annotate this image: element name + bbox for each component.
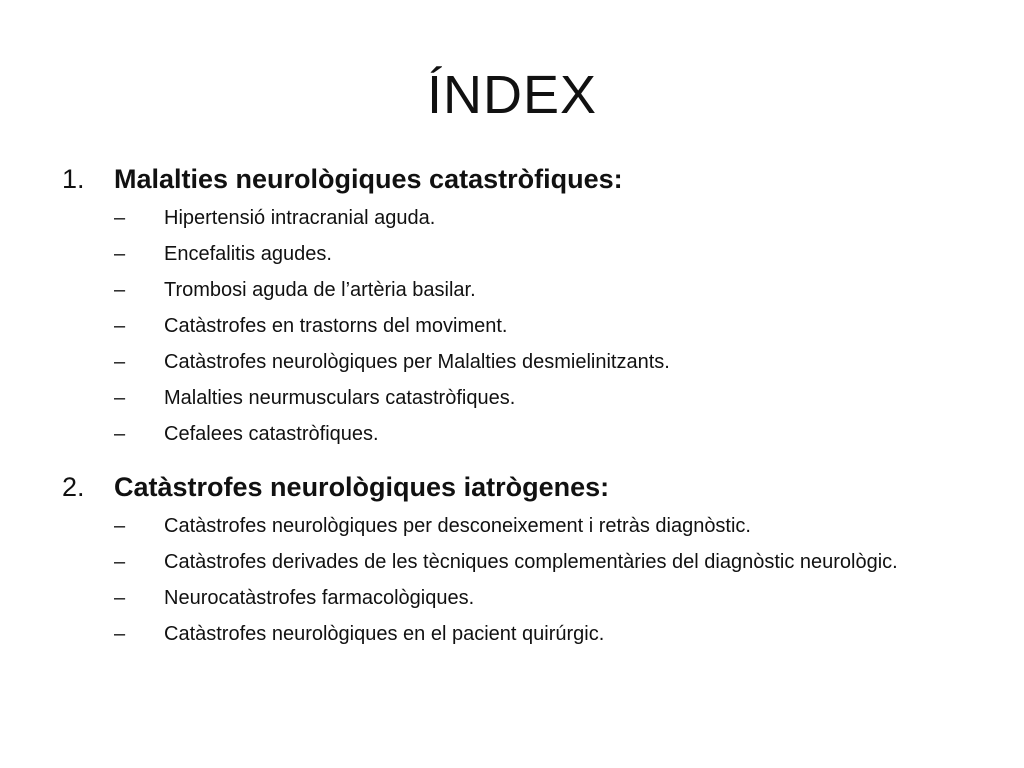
list-item-text: Neurocatàstrofes farmacològiques. bbox=[164, 587, 475, 609]
section-number: 1. bbox=[62, 164, 85, 194]
dash-bullet: – bbox=[114, 387, 126, 409]
list-item-text: Catàstrofes en trastorns del moviment. bbox=[164, 315, 508, 337]
dash-bullet: – bbox=[114, 315, 126, 337]
list-item bbox=[62, 621, 962, 648]
section-1 bbox=[62, 162, 962, 448]
section-heading-text: Catàstrofes neurològiques iatrògenes: bbox=[114, 472, 610, 502]
list-item-text: Hipertensió intracranial aguda. bbox=[164, 207, 436, 229]
dash-bullet: – bbox=[114, 423, 126, 445]
dash-bullet: – bbox=[114, 279, 126, 301]
list-item-text: Catàstrofes derivades de les tècniques complementàries del diagnòstic neurològic. bbox=[164, 551, 898, 573]
section-heading bbox=[62, 470, 962, 504]
list-item bbox=[62, 421, 962, 448]
list-item bbox=[62, 385, 962, 412]
dash-bullet: – bbox=[114, 623, 126, 645]
list-item-text: Encefalitis agudes. bbox=[164, 243, 332, 265]
list-item bbox=[62, 277, 962, 304]
list-item-text: Catàstrofes neurològiques per Malalties desmielinitzants. bbox=[164, 351, 670, 373]
slide-title: ÍNDEX bbox=[426, 65, 598, 125]
list-item-text: Cefalees catastròfiques. bbox=[164, 423, 379, 445]
section-1-list bbox=[62, 205, 962, 448]
dash-bullet: – bbox=[114, 587, 126, 609]
section-2-list bbox=[62, 513, 962, 648]
dash-bullet: – bbox=[114, 207, 126, 229]
list-item bbox=[62, 549, 962, 576]
list-item bbox=[62, 313, 962, 340]
section-heading-text: Malalties neurològiques catastròfiques: bbox=[114, 164, 623, 194]
list-item bbox=[62, 513, 962, 540]
list-item-text: Catàstrofes neurològiques en el pacient quirúrgic. bbox=[164, 623, 605, 645]
dash-bullet: – bbox=[114, 515, 126, 537]
dash-bullet: – bbox=[114, 243, 126, 265]
list-item bbox=[62, 241, 962, 268]
dash-bullet: – bbox=[114, 551, 126, 573]
list-item-text: Malalties neurmusculars catastròfiques. bbox=[164, 387, 516, 409]
list-item bbox=[62, 349, 962, 376]
section-number: 2. bbox=[62, 472, 85, 502]
list-item-text: Catàstrofes neurològiques per desconeixement i retràs diagnòstic. bbox=[164, 515, 751, 537]
section-2 bbox=[62, 470, 962, 648]
section-heading bbox=[62, 162, 962, 196]
dash-bullet: – bbox=[114, 351, 126, 373]
list-item bbox=[62, 585, 962, 612]
list-item-text: Trombosi aguda de l’artèria basilar. bbox=[164, 279, 476, 301]
list-item bbox=[62, 205, 962, 232]
